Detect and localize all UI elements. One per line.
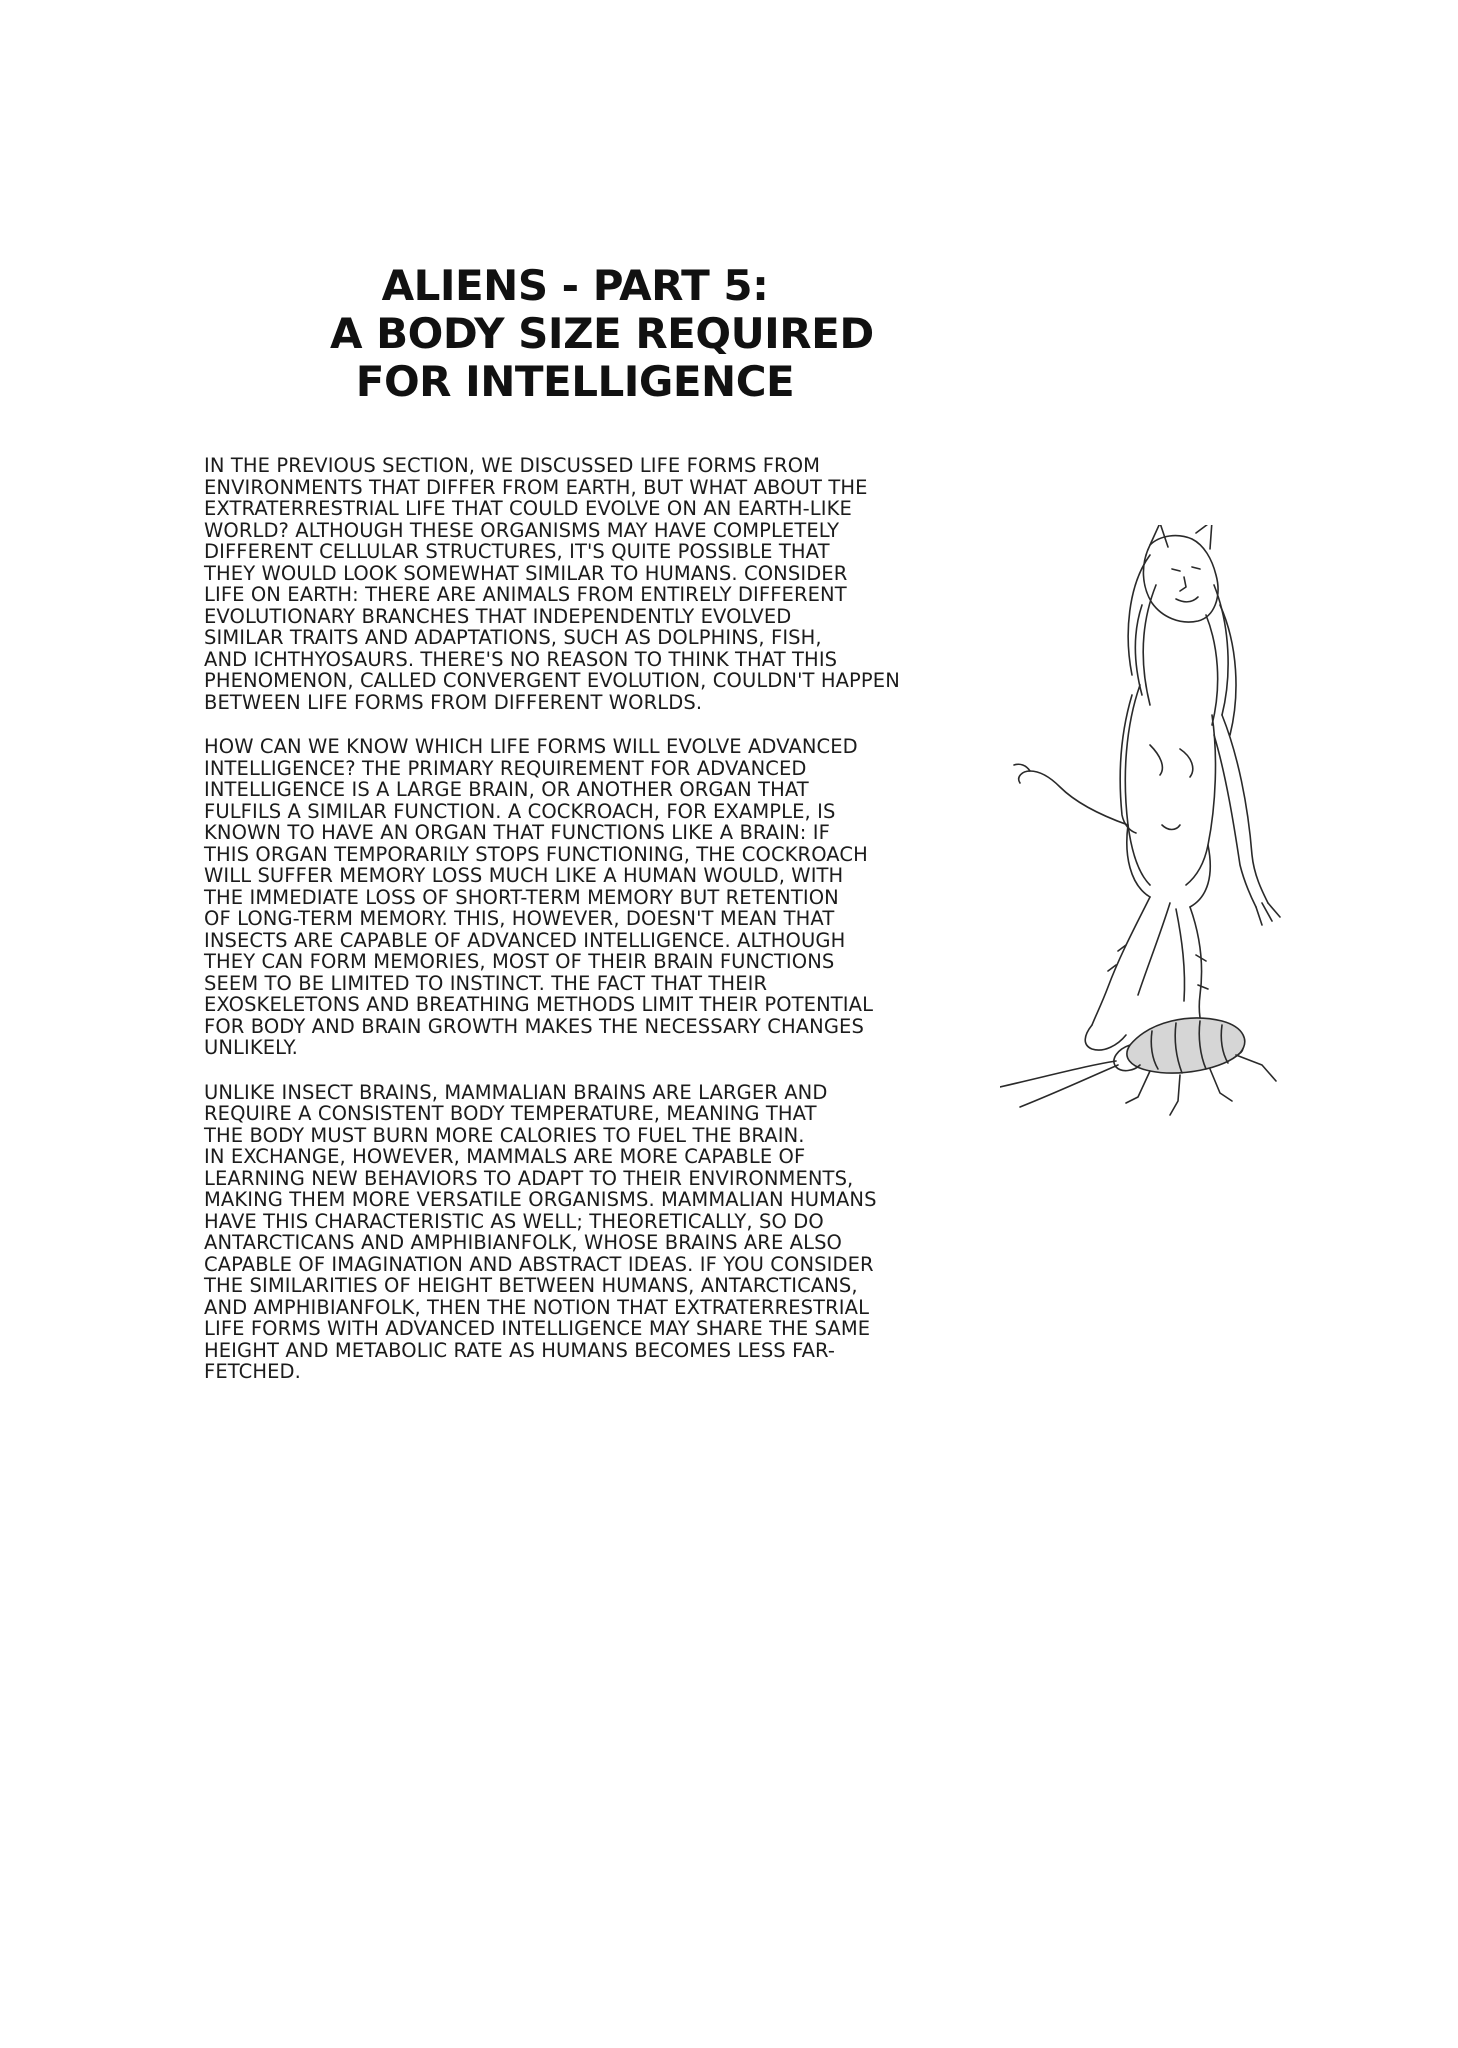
title-line-3: FOR INTELLIGENCE bbox=[355, 357, 795, 406]
cockroach-drawing bbox=[1000, 1018, 1276, 1115]
humanoid-and-cockroach-illustration bbox=[1000, 525, 1300, 1125]
text-line: MAKING THEM MORE VERSATILE ORGANISMS. MAMMALIAN HUMANS bbox=[204, 1188, 877, 1211]
text-line: FETCHED. bbox=[204, 1360, 301, 1383]
text-line: SEEM TO BE LIMITED TO INSTINCT. THE FACT THAT THEIR bbox=[204, 971, 768, 995]
paragraph-3 bbox=[204, 1082, 964, 1383]
text-line: LEARNING NEW BEHAVIORS TO ADAPT TO THEIR ENVIRONMENTS, bbox=[204, 1166, 854, 1190]
paragraph-1 bbox=[204, 455, 964, 713]
humanoid-creature-drawing bbox=[1014, 525, 1280, 1055]
text-line: EXTRATERRESTRIAL LIFE THAT COULD EVOLVE ON AN EARTH-LIKE bbox=[204, 497, 852, 520]
text-line: KNOWN TO HAVE AN ORGAN THAT FUNCTIONS LIKE A BRAIN: IF bbox=[204, 821, 830, 844]
text-line: THE BODY MUST BURN MORE CALORIES TO FUEL THE BRAIN. bbox=[204, 1123, 805, 1147]
text-line: WILL SUFFER MEMORY LOSS MUCH LIKE A HUMAN WOULD, WITH bbox=[204, 864, 844, 887]
text-line: FOR BODY AND BRAIN GROWTH MAKES THE NECESSARY CHANGES bbox=[204, 1014, 864, 1038]
text-line: HEIGHT AND METABOLIC RATE AS HUMANS BECOMES LESS FAR- bbox=[204, 1338, 836, 1362]
text-line: HOW CAN WE KNOW WHICH LIFE FORMS WILL EVOLVE ADVANCED bbox=[204, 735, 858, 758]
text-line: UNLIKELY. bbox=[204, 1036, 298, 1059]
text-line: IN THE PREVIOUS SECTION, WE DISCUSSED LIFE FORMS FROM bbox=[204, 454, 821, 477]
paragraph-2 bbox=[204, 736, 964, 1059]
text-line: INTELLIGENCE IS A LARGE BRAIN, OR ANOTHER ORGAN THAT bbox=[204, 778, 809, 801]
text-line: THEY CAN FORM MEMORIES, MOST OF THEIR BRAIN FUNCTIONS bbox=[204, 950, 835, 973]
text-line: PHENOMENON, CALLED CONVERGENT EVOLUTION, COULDN'T HAPPEN bbox=[204, 669, 900, 692]
text-line: FULFILS A SIMILAR FUNCTION. A COCKROACH, FOR EXAMPLE, IS bbox=[204, 799, 836, 823]
text-line: EVOLUTIONARY BRANCHES THAT INDEPENDENTLY EVOLVED bbox=[204, 604, 792, 628]
text-line: EXOSKELETONS AND BREATHING METHODS LIMIT THEIR POTENTIAL bbox=[204, 993, 874, 1016]
text-line: OF LONG-TERM MEMORY. THIS, HOWEVER, DOESN'T MEAN THAT bbox=[204, 907, 835, 930]
text-line: THE IMMEDIATE LOSS OF SHORT-TERM MEMORY BUT RETENTION bbox=[204, 885, 839, 909]
text-line: WORLD? ALTHOUGH THESE ORGANISMS MAY HAVE COMPLETELY bbox=[204, 518, 840, 542]
title-line-1: ALIENS - PART 5: bbox=[381, 261, 769, 310]
text-line: UNLIKE INSECT BRAINS, MAMMALIAN BRAINS ARE LARGER AND bbox=[204, 1080, 828, 1104]
article-body bbox=[204, 455, 964, 1406]
text-line: IN EXCHANGE, HOWEVER, MAMMALS ARE MORE CAPABLE OF bbox=[204, 1145, 806, 1168]
text-line: THIS ORGAN TEMPORARILY STOPS FUNCTIONING, THE COCKROACH bbox=[204, 842, 868, 866]
text-line: ENVIRONMENTS THAT DIFFER FROM EARTH, BUT WHAT ABOUT THE bbox=[204, 475, 868, 499]
page-title bbox=[330, 261, 874, 406]
text-line: INTELLIGENCE? THE PRIMARY REQUIREMENT FOR ADVANCED bbox=[204, 756, 807, 780]
text-line: BETWEEN LIFE FORMS FROM DIFFERENT WORLDS. bbox=[204, 690, 703, 714]
text-line: AND ICHTHYOSAURS. THERE'S NO REASON TO THINK THAT THIS bbox=[204, 647, 838, 671]
text-line: HAVE THIS CHARACTERISTIC AS WELL; THEORETICALLY, SO DO bbox=[204, 1209, 824, 1233]
text-line: ANTARCTICANS AND AMPHIBIANFOLK, WHOSE BRAINS ARE ALSO bbox=[204, 1231, 843, 1254]
title-line-2: A BODY SIZE REQUIRED bbox=[330, 309, 874, 358]
text-line: THEY WOULD LOOK SOMEWHAT SIMILAR TO HUMANS. CONSIDER bbox=[204, 561, 848, 585]
text-line: INSECTS ARE CAPABLE OF ADVANCED INTELLIGENCE. ALTHOUGH bbox=[204, 928, 846, 952]
text-line: LIFE ON EARTH: THERE ARE ANIMALS FROM ENTIRELY DIFFERENT bbox=[204, 583, 847, 606]
text-line: SIMILAR TRAITS AND ADAPTATIONS, SUCH AS DOLPHINS, FISH, bbox=[204, 626, 822, 649]
text-line: DIFFERENT CELLULAR STRUCTURES, IT'S QUITE POSSIBLE THAT bbox=[204, 540, 830, 563]
text-line: AND AMPHIBIANFOLK, THEN THE NOTION THAT EXTRATERRESTRIAL bbox=[204, 1295, 870, 1319]
text-line: LIFE FORMS WITH ADVANCED INTELLIGENCE MAY SHARE THE SAME bbox=[204, 1317, 871, 1340]
text-line: REQUIRE A CONSISTENT BODY TEMPERATURE, MEANING THAT bbox=[204, 1102, 817, 1125]
text-line: THE SIMILARITIES OF HEIGHT BETWEEN HUMANS, ANTARCTICANS, bbox=[204, 1274, 858, 1297]
text-line: CAPABLE OF IMAGINATION AND ABSTRACT IDEAS. IF YOU CONSIDER bbox=[204, 1252, 874, 1276]
